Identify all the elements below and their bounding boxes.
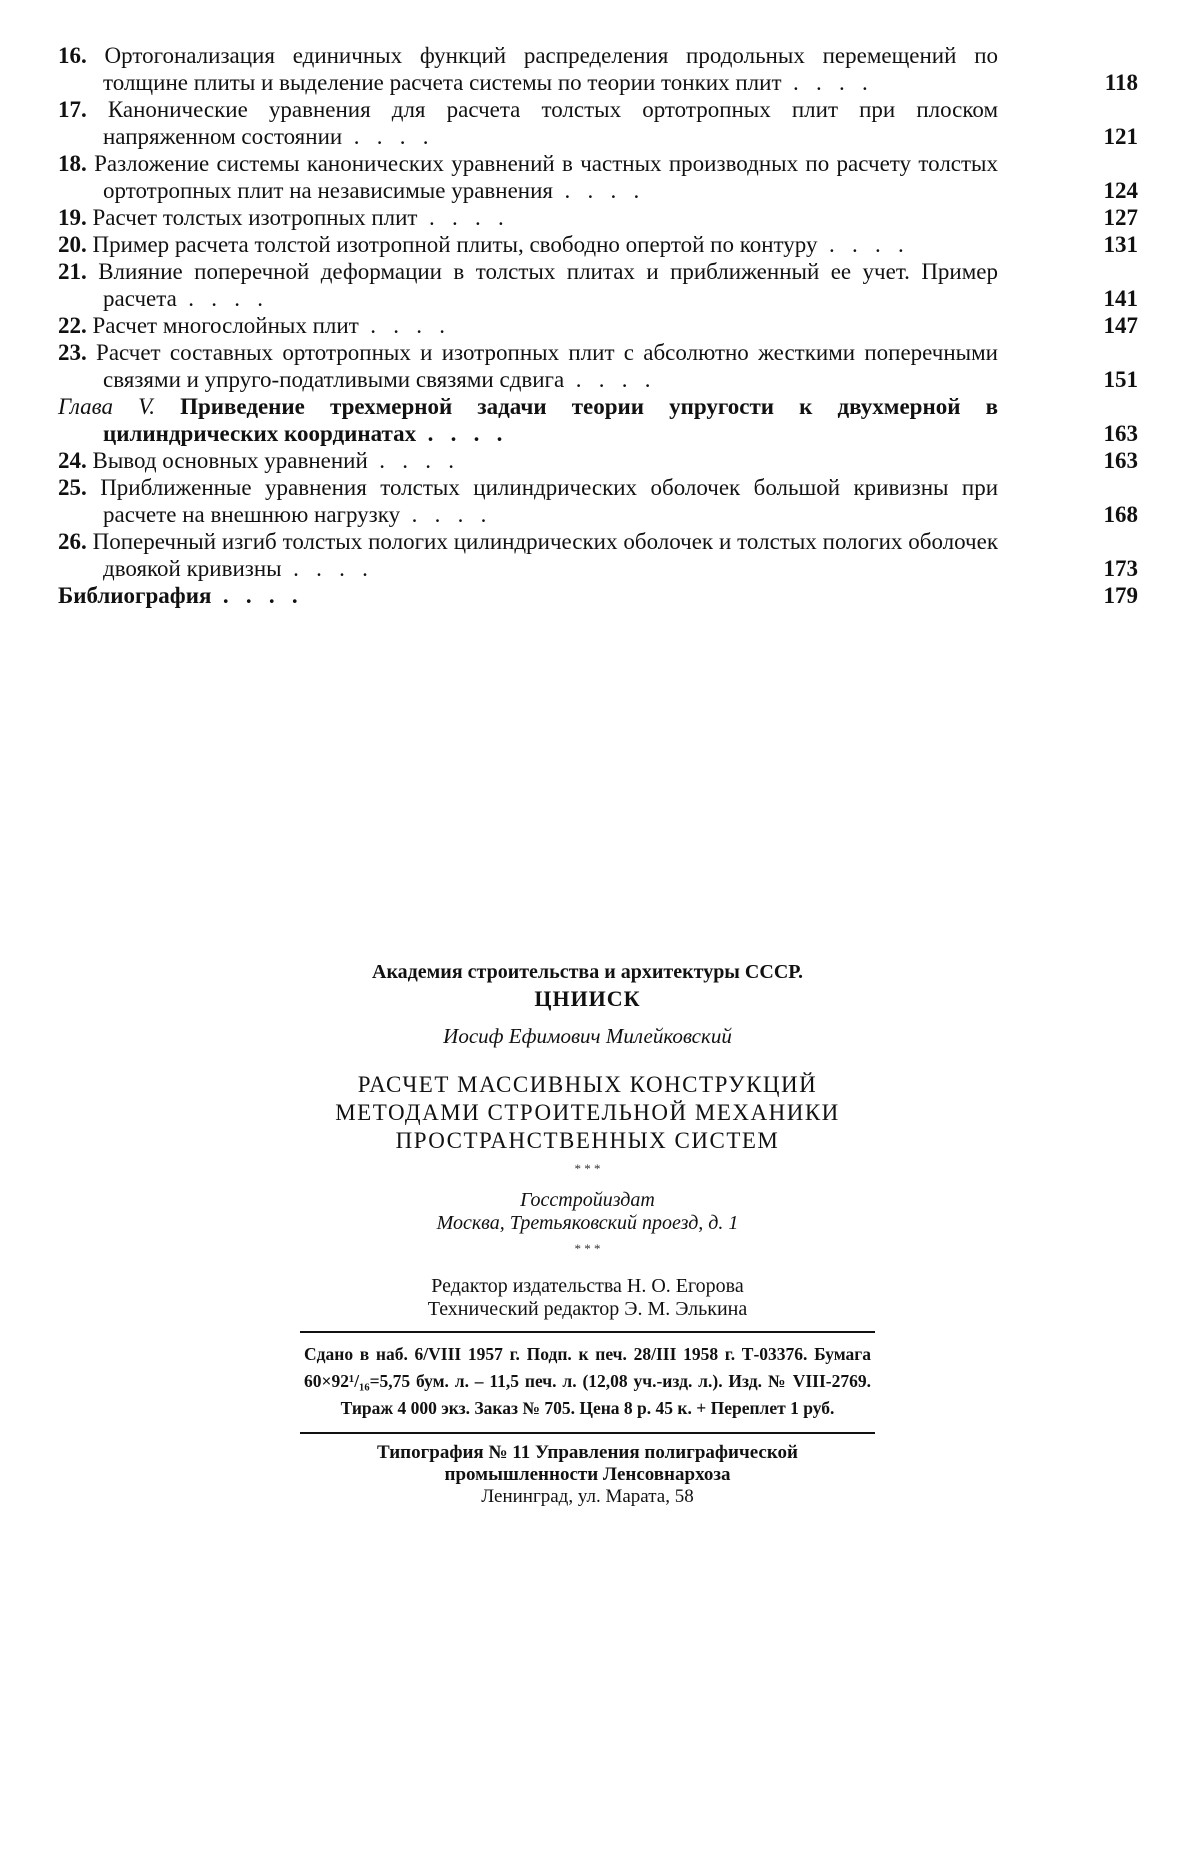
toc-entry-title: Ортогонализация единичных функций распределения продольных перемещений по толщине плиты и выделение расчета системы по теории тонких плит	[103, 43, 999, 95]
toc-entry	[58, 339, 1138, 393]
leader-dots: . . . .	[416, 421, 503, 446]
leader-dots: . . . .	[400, 502, 487, 527]
toc-entry-title: Приведение трехмерной задачи теории упругости к двухмерной в цилиндрических координатах	[103, 394, 998, 446]
toc-entry-number: 26.	[58, 529, 87, 554]
imprint-block	[300, 960, 875, 1508]
toc-entry-number: 21.	[58, 259, 87, 284]
toc-entry-title: Разложение системы канонических уравнений в частных производных по расчету толстых ортотропных плит на независимые уравнения	[94, 151, 999, 203]
toc-entry	[58, 150, 1138, 204]
toc-entry-title: Расчет составных ортотропных и изотропных плит с абсолютно жесткими поперечными связями и упруго-податливыми связями сдвига	[96, 340, 998, 392]
toc-entry-title: Расчет толстых изотропных плит	[92, 205, 418, 230]
editor-line: Редактор издательства Н. О. Егорова	[431, 1275, 744, 1297]
toc-entry	[58, 393, 1138, 447]
toc-entry	[58, 582, 1138, 609]
leader-dots: . . . .	[342, 124, 429, 149]
toc-entry-page: 163	[1103, 421, 1138, 446]
toc-entry-page: 179	[1103, 583, 1138, 608]
toc-entry	[58, 204, 1138, 231]
leader-dots: . . . .	[564, 367, 651, 392]
toc-entry-page: 173	[1103, 556, 1138, 581]
leader-dots: . . . .	[817, 232, 904, 257]
toc-entry-number: 24.	[58, 448, 87, 473]
toc-entry-number: 20.	[58, 232, 87, 257]
printer-line: Ленинград, ул. Марата, 58	[481, 1486, 694, 1507]
title-line: МЕТОДАМИ СТРОИТЕЛЬНОЙ МЕХАНИКИ	[335, 1100, 840, 1125]
toc-entry-title: Пример расчета толстой изотропной плиты, свободно опертой по контуру	[92, 232, 818, 257]
toc-entry	[58, 96, 1138, 150]
institute-name: ЦНИИСК	[534, 986, 641, 1011]
toc-entry-page: 121	[1103, 124, 1138, 149]
divider	[300, 1331, 875, 1333]
tech-editor-line: Технический редактор Э. М. Элькина	[427, 1298, 748, 1320]
printer-info	[300, 1442, 875, 1508]
leader-dots: . . . .	[417, 205, 504, 230]
toc-entry-title: Поперечный изгиб толстых пологих цилиндрических оболочек и толстых пологих оболочек двоякой кривизны	[92, 529, 998, 581]
leader-dots: . . . .	[176, 286, 264, 311]
toc-entry-number: 19.	[58, 205, 87, 230]
toc-entry-number: 22.	[58, 313, 87, 338]
publisher-org: Академия строительства и архитектуры СССР.	[372, 961, 803, 983]
toc-entry-title: Библиография	[58, 583, 212, 608]
leader-dots: . . . .	[211, 583, 298, 608]
toc-entry-page: 163	[1103, 448, 1138, 473]
toc-entry-page: 131	[1103, 232, 1138, 257]
toc-entry-number: 17.	[58, 97, 87, 122]
toc-entry	[58, 42, 1138, 96]
toc-entry-page: 168	[1103, 502, 1138, 527]
printer-line: Типография № 11 Управления полиграфической	[377, 1442, 798, 1463]
separator-stars: * * *	[574, 1161, 601, 1176]
toc-entry	[58, 474, 1138, 528]
printer-line: промышленности Ленсовнархоза	[444, 1464, 731, 1485]
toc-entry-title: Вывод основных уравнений	[92, 448, 368, 473]
separator-stars: * * *	[574, 1241, 601, 1256]
leader-dots: . . . .	[781, 70, 868, 95]
toc-entry-page: 147	[1103, 313, 1138, 338]
toc-entry	[58, 528, 1138, 582]
toc-entry-title: Канонические уравнения для расчета толстых ортотропных плит при плоском напряженном состоянии	[103, 97, 999, 149]
print-details: Сдано в наб. 6/VIII 1957 г. Подп. к печ. 28/III 1958 г. Т-03376. Бумага 60×92¹/₁₆=5,75 бум. л. – 11,5 печ. л. (12,08 уч.-изд. л.). Изд. № VIII-2769. Тираж 4 000 экз. Заказ № 705. Цена 8 р. 45 к. + Переплет 1 руб.	[304, 1344, 871, 1418]
editors	[300, 1275, 875, 1321]
toc-entry-number: 16.	[58, 43, 87, 68]
toc-entry-page: 118	[1104, 70, 1138, 95]
toc-entry-number: 25.	[58, 475, 87, 500]
toc-entry-title: Приближенные уравнения толстых цилиндрических оболочек большой кривизны при расчете на внешнюю нагрузку	[100, 475, 999, 527]
toc-entry-page: 141	[1103, 286, 1138, 311]
toc-entry-page: 124	[1103, 178, 1138, 203]
toc-entry	[58, 231, 1138, 258]
leader-dots: . . . .	[281, 556, 368, 581]
toc-entry-title: Влияние поперечной деформации в толстых плитах и приближенный ее учет. Пример расчета	[98, 259, 998, 311]
leader-dots: . . . .	[358, 313, 446, 338]
toc-entry-number: 23.	[58, 340, 87, 365]
leader-dots: . . . .	[552, 178, 640, 203]
publishing-house: Госстройиздат	[520, 1189, 655, 1211]
toc-entry-number: Глава V.	[58, 394, 155, 419]
toc-entry-number: 18.	[58, 151, 87, 176]
toc-entry	[58, 258, 1138, 312]
toc-entry	[58, 447, 1138, 474]
toc-entry-page: 151	[1103, 367, 1138, 392]
divider	[300, 1432, 875, 1434]
toc-entry-page: 127	[1103, 205, 1138, 230]
leader-dots: . . . .	[367, 448, 455, 473]
publisher-address: Москва, Третьяковский проезд, д. 1	[436, 1212, 739, 1234]
title-line: ПРОСТРАНСТВЕННЫХ СИСТЕМ	[395, 1128, 780, 1153]
toc-entry-title: Расчет многослойных плит	[92, 313, 359, 338]
book-title	[300, 1071, 875, 1155]
table-of-contents	[58, 42, 1138, 609]
author-name: Иосиф Ефимович Милейковский	[443, 1024, 732, 1048]
title-line: РАСЧЕТ МАССИВНЫХ КОНСТРУКЦИЙ	[357, 1072, 818, 1097]
toc-entry	[58, 312, 1138, 339]
